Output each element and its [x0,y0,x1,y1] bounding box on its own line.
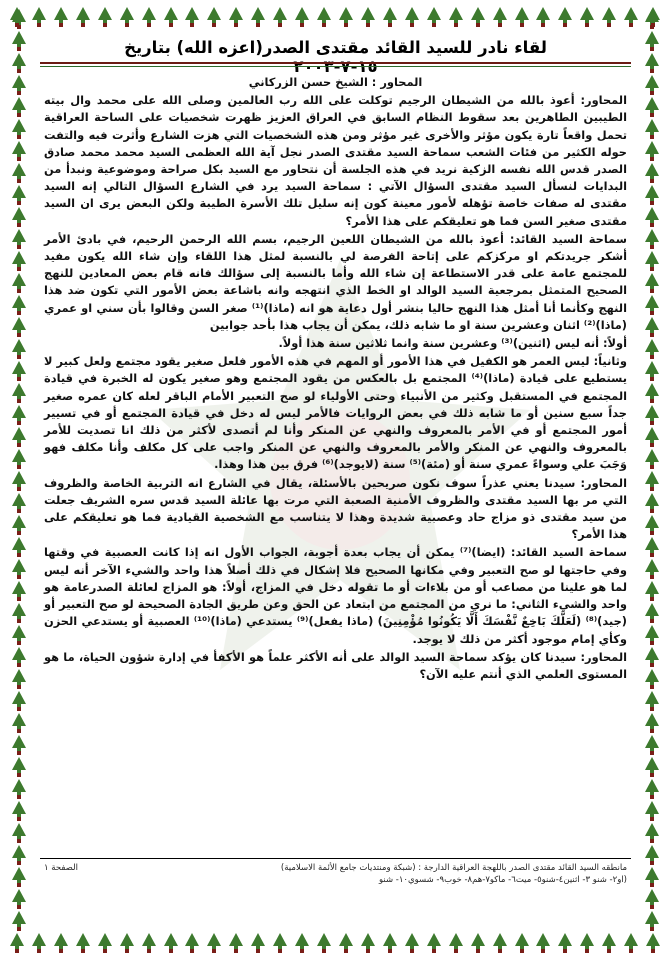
tree-ornament-icon [96,932,114,954]
paragraph: المحاور: سيدنا يعني عذراً سوف نكون صريحين بالأسئلة، يقال في الشارع انه التربية الخاصة والظروف التي مر بها السيد مقتدى والظروف الأمنية الصعبة التي مرت بها عائلة السيد قدس سره الشريف جعلت من سيد مقتدى ذو مزاج حاد وعصبية شديدة وهذا لا يتناسب مع الشخصية القيادية فما هو تعليقكم على هذا الأمر؟ [44,475,627,542]
tree-ornament-icon [271,932,289,954]
tree-ornament-icon [622,932,640,954]
paragraph: أولاً: أنه ليس (اثنين)⁽³⁾ وعشرين سنة وانما ثلاثين سنة هذا أولاً. [278,336,627,351]
tree-ornament-icon [643,448,661,470]
tree-ornament-icon [10,74,28,96]
tree-ornament-icon [10,536,28,558]
tree-ornament-icon [10,712,28,734]
tree-ornament-icon [556,6,574,28]
tree-ornament-icon [10,756,28,778]
tree-ornament-icon [10,734,28,756]
tree-ornament-icon [30,932,48,954]
tree-ornament-icon [227,932,245,954]
tree-ornament-icon [643,712,661,734]
tree-ornament-icon [162,6,180,28]
tree-ornament-icon [403,6,421,28]
tree-ornament-icon [643,646,661,668]
tree-ornament-icon [578,6,596,28]
tree-ornament-icon [10,910,28,932]
tree-ornament-icon [10,580,28,602]
tree-ornament-icon [403,932,421,954]
tree-ornament-icon [249,6,267,28]
tree-ornament-icon [643,74,661,96]
tree-ornament-icon [644,6,662,28]
tree-ornament-icon [10,206,28,228]
tree-ornament-icon [643,30,661,52]
tree-ornament-icon [10,602,28,624]
tree-ornament-icon [643,580,661,602]
tree-ornament-icon [118,6,136,28]
tree-ornament-icon [315,6,333,28]
tree-ornament-icon [10,492,28,514]
tree-ornament-icon [227,6,245,28]
tree-ornament-icon [643,866,661,888]
tree-ornament-icon [643,162,661,184]
tree-ornament-icon [293,6,311,28]
tree-ornament-icon [30,6,48,28]
tree-ornament-icon [643,844,661,866]
tree-ornament-icon [425,932,443,954]
tree-ornament-icon [293,932,311,954]
tree-ornament-icon [643,492,661,514]
tree-ornament-icon [643,382,661,404]
decorative-bottom-trees [6,932,665,954]
tree-ornament-icon [622,6,640,28]
tree-ornament-icon [10,272,28,294]
tree-ornament-icon [491,932,509,954]
tree-ornament-icon [140,6,158,28]
tree-ornament-icon [643,624,661,646]
tree-ornament-icon [643,118,661,140]
tree-ornament-icon [10,316,28,338]
tree-ornament-icon [10,118,28,140]
tree-ornament-icon [10,294,28,316]
tree-ornament-icon [556,932,574,954]
tree-ornament-icon [643,910,661,932]
tree-ornament-icon [52,932,70,954]
tree-ornament-icon [8,932,26,954]
tree-ornament-icon [205,6,223,28]
title-divider-secondary [40,66,631,67]
tree-ornament-icon [644,932,662,954]
tree-ornament-icon [643,184,661,206]
tree-ornament-icon [10,514,28,536]
tree-ornament-icon [162,932,180,954]
tree-ornament-icon [10,382,28,404]
tree-ornament-icon [643,822,661,844]
tree-ornament-icon [10,470,28,492]
tree-ornament-icon [337,6,355,28]
tree-ornament-icon [643,206,661,228]
tree-ornament-icon [534,932,552,954]
tree-ornament-icon [52,6,70,28]
tree-ornament-icon [96,6,114,28]
tree-ornament-icon [10,162,28,184]
decorative-right-border [639,8,665,952]
tree-ornament-icon [381,6,399,28]
tree-ornament-icon [643,888,661,910]
tree-ornament-icon [643,404,661,426]
tree-ornament-icon [249,932,267,954]
footer-divider [40,858,631,859]
tree-ornament-icon [600,6,618,28]
tree-ornament-icon [578,932,596,954]
footer [44,862,627,886]
tree-ornament-icon [10,426,28,448]
footer-source: مانطقه السيد القائد مقتدى الصدر باللهجة العراقية الدارجة : (شبكة ومنتديات جامع الأئمة الاسلامية) [280,863,627,873]
tree-ornament-icon [643,294,661,316]
tree-ornament-icon [10,360,28,382]
tree-ornament-icon [10,448,28,470]
tree-ornament-icon [513,932,531,954]
tree-ornament-icon [643,800,661,822]
tree-ornament-icon [10,228,28,250]
tree-ornament-icon [643,690,661,712]
tree-ornament-icon [381,932,399,954]
decorative-left-border [6,8,32,952]
tree-ornament-icon [643,140,661,162]
tree-ornament-icon [10,96,28,118]
tree-ornament-icon [643,228,661,250]
tree-ornament-icon [140,932,158,954]
tree-ornament-icon [205,932,223,954]
tree-ornament-icon [359,932,377,954]
tree-ornament-icon [10,888,28,910]
tree-ornament-icon [643,316,661,338]
tree-ornament-icon [469,6,487,28]
tree-ornament-icon [643,52,661,74]
tree-ornament-icon [425,6,443,28]
tree-ornament-icon [513,6,531,28]
tree-ornament-icon [10,140,28,162]
paragraph: سماحة السيد القائد: (ايضا)⁽⁷⁾ يمكن أن يجاب بعدة أجوبة، الجواب الأول انه إذا كانت العصبية في وقتها وفي حاجتها لو صح التعبير وفي مكانها الصحيح فلا إشكال في ذلك أصلاً هذا واحد والشيء الآخر أنه ليس لما هو علينا من مصاعب أو من بلاءات أو ما تقوله دخل في المزاج، أولاً: هو المزاج لعائلة الصدرعامة هو واحد والشيء الثاني: ما نري من المجتمع من ابتعاد عن الحق وعن طريق الجادة الصحيحة لو صح التعبير أو (جيد)⁽⁸⁾ (لَعَلَّكَ بَاخِعٌ نَّفْسَكَ أَلَّا يَكُونُوا مُؤْمِنِينَ) (ماذا يفعل)⁽⁹⁾ يستدعي (ماذا)⁽¹⁰⁾ العصبية أو يستدعي الحزن وكأي إمام موجود أكثر من ذلك لا يوجد. [44,545,627,646]
tree-ornament-icon [643,338,661,360]
tree-ornament-icon [491,6,509,28]
tree-ornament-icon [10,30,28,52]
tree-ornament-icon [74,932,92,954]
tree-ornament-icon [643,778,661,800]
tree-ornament-icon [183,6,201,28]
decorative-top-trees [6,6,665,28]
tree-ornament-icon [643,668,661,690]
tree-ornament-icon [10,52,28,74]
title-divider [40,62,631,64]
tree-ornament-icon [600,932,618,954]
tree-ornament-icon [10,558,28,580]
tree-ornament-icon [8,6,26,28]
tree-ornament-icon [118,932,136,954]
tree-ornament-icon [643,360,661,382]
tree-ornament-icon [643,426,661,448]
tree-ornament-icon [643,470,661,492]
paragraph: المحاور: سيدنا كان يؤكد سماحة السيد الوالد على أنه الأكثر علماً هو الأكفأ في إدارة شؤون الحياة، ما هو المستوى العلمي الذي أنتم عليه الآن؟ [44,649,627,681]
tree-ornament-icon [315,932,333,954]
tree-ornament-icon [10,844,28,866]
tree-ornament-icon [643,602,661,624]
tree-ornament-icon [10,184,28,206]
paragraph: المحاور: أعوذ بالله من الشيطان الرجيم توكلت على الله رب العالمين وصلى الله على محمد وال بيته الطيبين الطاهرين بعد سقوط النظام السابق في العراق العزيز ظهرت شخصيات على الساحة العراقية تحمل واقعاً تارة يكون مؤثر والأخرى غير مؤثر ومن هذه الشخصيات التي هزت الشارع وأثرت فيه والتفت حوله الكثير من فئات الشعب سماحة السيد مقتدى الصدر نجل آية الله العظمى السيد محمد محمد صادق الصدر قدس الله نفسه الزكية نريد في هذه الجلسة أن نتحاور مع السيد بكل صراحة وموضوعية ونبدأ من البدايات لنسأل السيد مقتدى السؤال الآتي : سماحة السيد يرد في الشارع السؤال التالي إنه السيد مقتدى له صفات خاصة تؤهله لأمور معينة كون إنه سليل تلك الأسرة الطيبة ولكن البعض يرى ان السيد مقتدى صغير السن فما هو تعليقكم على هذا الأمر؟ [44,93,627,228]
tree-ornament-icon [10,800,28,822]
tree-ornament-icon [10,338,28,360]
tree-ornament-icon [10,690,28,712]
tree-ornament-icon [74,6,92,28]
paragraph: سماحة السيد القائد: أعوذ بالله من الشيطان اللعين الرجيم، بسم الله الرحمن الرحيم، في بادئ الأمر أشكر جريدتكم او مركزكم على إتاحة الفرصة لي بالنسبة لمثل هذا اللقاء وإن شاء الله يكون مفيد للمجتمع عامة على قدر الاستطاعة إن شاء الله وأما بالنسبة إلى سؤالك فانه قام بعض المعادين للنهج الصحيح المتمثل بمرجعية السيد الوالد او الخط الذي انتهجه وانه باشاعة بعض الأمور التي تكون ضد هذا النهج وكأنما أنا أمثل هذا النهج حاليا بنشر أول دعاية هو انه (ماذا)⁽¹⁾ صغر السن وقالوا بأن سني او عمري (ماذا)⁽²⁾ اثنان وعشرين سنة او ما شابه ذلك، يمكن أن يجاب هذا بأحد جوابين [44,231,627,332]
tree-ornament-icon [10,404,28,426]
tree-ornament-icon [359,6,377,28]
tree-ornament-icon [643,96,661,118]
tree-ornament-icon [10,624,28,646]
interviewer-line: المحاور : الشيخ حسن الزركاني [248,75,423,89]
tree-ornament-icon [643,250,661,272]
footer-notes: (او٢- شنو ٣- اثنين٤-شنو٥- ميت٦- ماكو٧-هم٨- خوب٩- شسوي١٠- شنو [378,875,627,885]
document-body [44,74,627,684]
paragraph: وثانياً: ليس العمر هو الكفيل في هذا الأمور أو المهم في هذه الأمور فلعل صغير يقود مجتمع ولعل كبير لا يستطيع على قيادة (ماذا)⁽⁴⁾ المجتمع بل بالعكس من يقود المجتمع وهو صغير يكون له الخبرة في قيادة المجتمع في المستقبل وكثير من الأنبياء وحتى الأولياء لو صح التعبير الأمام الباقر لعله كان عمره صغير جداً سبع سنين أو ما شابه ذلك في بعض الروايات فالأمر ليس له دخل في قيادة المجتمع أو في تسيير أمور المجتمع أو في الأمر بالمعروف والنهي عن المنكر وأنا لم أتصدى لأكثر من ذلك انا تصديت للأمر بالمعروف والنهي عن المنكر والأمر بالمعروف والنهي عن المنكر واجب على كل مكلف وأنا مكلف فهو وَجَبَ علي وسواءً عمري سنة أو (مئة)⁽⁵⁾ سنة (لايوجد)⁽⁶⁾ فرق بين هذا وهذا. [44,354,628,472]
tree-ornament-icon [469,932,487,954]
tree-ornament-icon [643,536,661,558]
tree-ornament-icon [10,866,28,888]
tree-ornament-icon [10,822,28,844]
tree-ornament-icon [10,250,28,272]
tree-ornament-icon [10,778,28,800]
tree-ornament-icon [337,932,355,954]
tree-ornament-icon [643,734,661,756]
tree-ornament-icon [643,756,661,778]
document-title: لقاء نادر للسيد القائد مقتدى الصدر(اعزه الله) بتاريخ ١٥-٧-٢٠٠٣ [124,38,547,76]
tree-ornament-icon [10,668,28,690]
tree-ornament-icon [534,6,552,28]
page-number: الصفحة ١ [44,863,78,873]
tree-ornament-icon [183,932,201,954]
tree-ornament-icon [271,6,289,28]
tree-ornament-icon [643,558,661,580]
tree-ornament-icon [447,6,465,28]
tree-ornament-icon [643,272,661,294]
tree-ornament-icon [447,932,465,954]
tree-ornament-icon [10,646,28,668]
tree-ornament-icon [643,514,661,536]
